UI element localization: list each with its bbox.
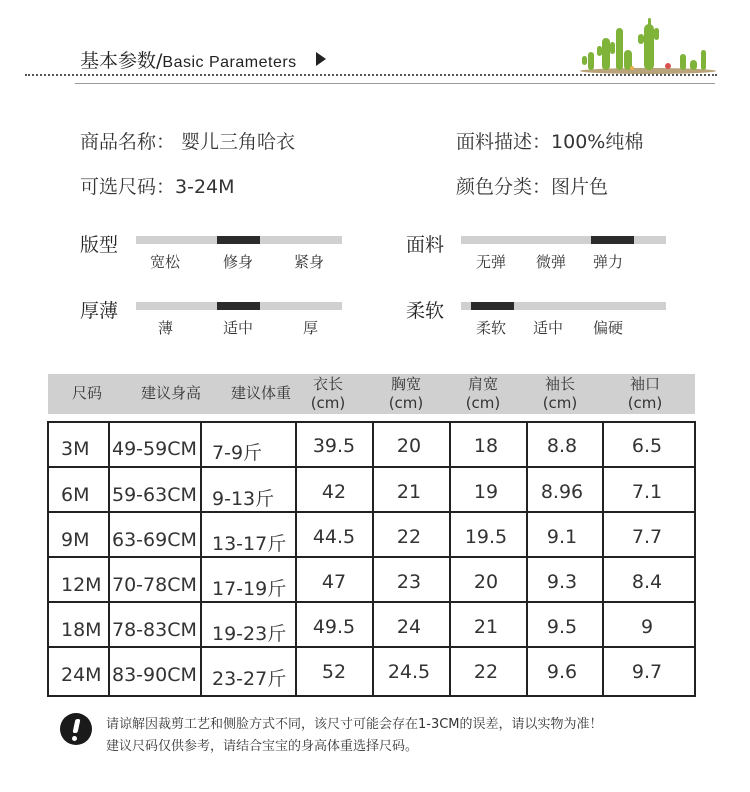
- header-cuff: 袖口 (cm): [627, 375, 663, 412]
- column-divider: [602, 423, 604, 695]
- available-sizes: [80, 172, 235, 199]
- product-name: [80, 127, 295, 154]
- slider-softness-option: 柔软: [476, 319, 507, 337]
- table-cell: 44.5: [312, 526, 356, 548]
- table-cell: 12M: [61, 574, 102, 596]
- table-cell: 13-17斤: [212, 533, 287, 555]
- slider-softness-marker: [471, 302, 514, 310]
- color-category-value: 图片色: [551, 176, 609, 198]
- table-cell: 18M: [61, 619, 102, 641]
- table-cell: 70-78CM: [112, 574, 197, 596]
- table-cell: 42: [321, 481, 347, 503]
- slider-elasticity-option: 弹力: [593, 253, 624, 271]
- table-cell: 59-63CM: [112, 484, 197, 506]
- slider-elasticity-marker: [591, 236, 634, 244]
- table-cell: 9M: [61, 529, 90, 551]
- table-cell: 19: [473, 481, 499, 503]
- triangle-right-icon: [316, 52, 326, 66]
- color-category-label: 颜色分类：: [456, 176, 552, 198]
- column-divider: [295, 423, 297, 695]
- size-table-header: [48, 374, 695, 414]
- slider-thickness-option: 薄: [158, 319, 174, 337]
- column-divider: [372, 423, 374, 695]
- fabric-desc-label: 面料描述：: [456, 131, 552, 153]
- table-cell: 9-13斤: [212, 488, 275, 510]
- table-cell: 22: [473, 661, 499, 683]
- table-cell: 21: [396, 481, 422, 503]
- slider-elasticity-label: 面料: [406, 234, 445, 256]
- slider-fit-option: 宽松: [150, 253, 181, 271]
- table-cell: 20: [396, 435, 422, 457]
- table-cell: 83-90CM: [112, 664, 197, 686]
- slider-fit-marker: [217, 236, 260, 244]
- table-cell: 17-19斤: [212, 578, 287, 600]
- row-divider: [49, 466, 694, 468]
- table-cell: 19-23斤: [212, 623, 287, 645]
- table-cell: 49.5: [312, 616, 356, 638]
- table-cell: 52: [321, 661, 347, 683]
- header-shoulder: 肩宽 (cm): [465, 375, 501, 412]
- table-cell: 7-9斤: [212, 442, 263, 464]
- table-cell: 9: [640, 616, 654, 638]
- note-line-1: 请谅解因裁剪工艺和侧脸方式不同，该尺寸可能会存在1-3CM的误差，请以实物为准！: [106, 717, 603, 732]
- slider-softness-option: 适中: [533, 319, 564, 337]
- table-cell: 9.7: [631, 661, 663, 683]
- header-sleeve-length: 袖长 (cm): [542, 375, 578, 412]
- note-line-2: 建议尺码仅供参考，请结合宝宝的身高体重选择尺码。: [106, 739, 419, 754]
- column-divider: [449, 423, 451, 695]
- table-cell: 9.5: [546, 616, 578, 638]
- table-cell: 63-69CM: [112, 529, 197, 551]
- slider-softness-track: [461, 302, 666, 310]
- header-length: 衣长 (cm): [310, 375, 346, 412]
- slider-thickness-track: [136, 302, 342, 310]
- cactus-plants-illustration: [578, 16, 720, 74]
- header-size: 尺码: [71, 384, 102, 402]
- table-cell: 49-59CM: [112, 438, 197, 460]
- slider-elasticity-track: [461, 236, 666, 244]
- table-cell: 9.6: [546, 661, 578, 683]
- table-cell: 6.5: [631, 435, 663, 457]
- header-underline: [75, 83, 715, 84]
- table-cell: 6M: [61, 484, 90, 506]
- slider-thickness-option: 厚: [303, 319, 319, 337]
- table-cell: 24: [396, 616, 422, 638]
- slider-thickness-option: 适中: [223, 319, 254, 337]
- section-title-en: Basic Parameters: [162, 54, 297, 71]
- table-cell: 20: [473, 571, 499, 593]
- available-sizes-value: 3-24M: [175, 176, 235, 198]
- column-divider: [526, 423, 528, 695]
- table-cell: 9.1: [546, 526, 578, 548]
- table-cell: 23-27斤: [212, 668, 287, 690]
- table-cell: 22: [396, 526, 422, 548]
- fabric-desc: [456, 127, 643, 154]
- section-title: [80, 46, 297, 73]
- table-cell: 3M: [61, 438, 90, 460]
- slider-softness-label: 柔软: [406, 300, 445, 322]
- column-divider: [200, 423, 202, 695]
- exclamation-icon: [60, 713, 92, 745]
- color-category: [456, 172, 608, 199]
- table-cell: 21: [473, 616, 499, 638]
- table-cell: 8.96: [540, 481, 584, 503]
- slider-elasticity-option: 微弹: [536, 253, 567, 271]
- row-divider: [49, 601, 694, 603]
- table-cell: 7.7: [631, 526, 663, 548]
- table-cell: 24M: [61, 664, 102, 686]
- section-title-cn: 基本参数/: [80, 50, 163, 72]
- table-cell: 78-83CM: [112, 619, 197, 641]
- product-name-label: 商品名称：: [80, 131, 176, 153]
- slider-fit-track: [136, 236, 342, 244]
- header-height: 建议身高: [140, 384, 201, 402]
- table-cell: 8.4: [631, 571, 663, 593]
- fabric-desc-value: 100%纯棉: [551, 131, 644, 153]
- dotted-divider: [25, 74, 717, 76]
- column-divider: [108, 423, 110, 695]
- table-cell: 39.5: [312, 435, 356, 457]
- slider-thickness-label: 厚薄: [80, 300, 119, 322]
- slider-fit-option: 紧身: [294, 253, 325, 271]
- slider-fit-option: 修身: [223, 253, 254, 271]
- table-cell: 9.3: [546, 571, 578, 593]
- slider-fit-label: 版型: [80, 234, 119, 256]
- table-cell: 24.5: [387, 661, 431, 683]
- table-cell: 23: [396, 571, 422, 593]
- row-divider: [49, 511, 694, 513]
- slider-elasticity-option: 无弹: [476, 253, 507, 271]
- table-cell: 8.8: [546, 435, 578, 457]
- slider-softness-option: 偏硬: [593, 319, 624, 337]
- header-weight: 建议体重: [230, 384, 291, 402]
- table-cell: 47: [321, 571, 347, 593]
- slider-thickness-marker: [217, 302, 260, 310]
- product-name-value: 婴儿三角哈衣: [181, 131, 296, 153]
- table-cell: 18: [473, 435, 499, 457]
- available-sizes-label: 可选尺码：: [80, 176, 176, 198]
- row-divider: [49, 646, 694, 648]
- row-divider: [49, 556, 694, 558]
- header-chest: 胸宽 (cm): [388, 375, 424, 412]
- table-cell: 19.5: [464, 526, 508, 548]
- table-cell: 7.1: [631, 481, 663, 503]
- size-table: [47, 421, 696, 697]
